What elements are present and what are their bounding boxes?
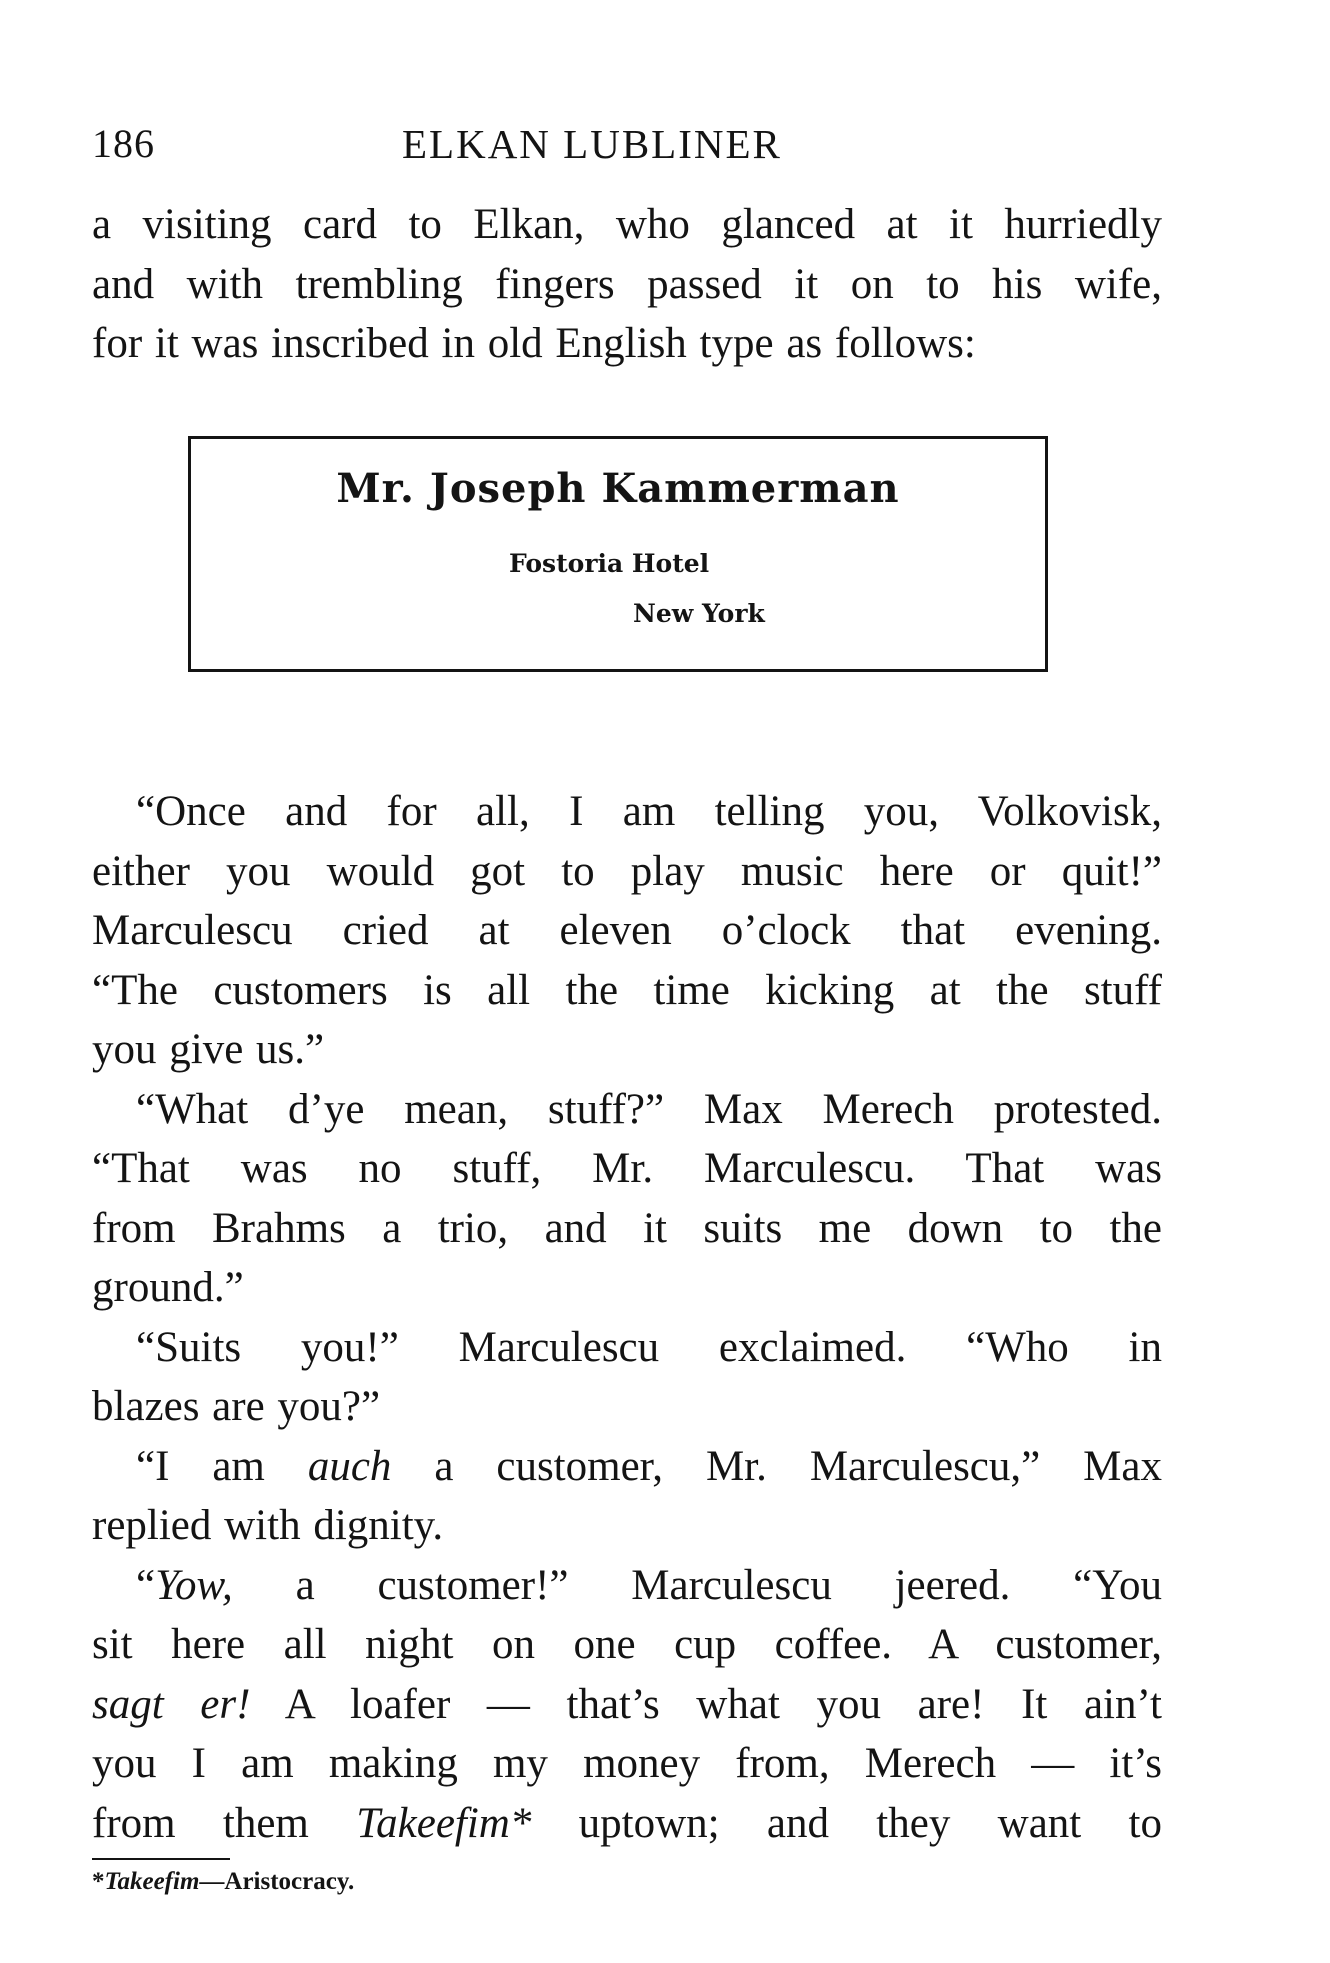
text-line: you I am making my money from, Merech — it’s	[92, 1740, 1162, 1787]
text-run: “	[136, 1561, 156, 1609]
text-run: uptown; and they want to	[531, 1799, 1162, 1847]
card-name: Mr. Joseph Kammerman	[336, 465, 900, 512]
footnote-marker: *	[92, 1868, 105, 1895]
text-line	[92, 1794, 1162, 1854]
text-line	[92, 1675, 1162, 1735]
text-line	[92, 1556, 1162, 1616]
italic-word: auch	[307, 1442, 392, 1490]
text-line: “Suits you!” Marculescu exclaimed. “Who in	[136, 1323, 1162, 1371]
visiting-card	[188, 436, 1048, 672]
text-line: Marculescu cried at eleven o’clock that evening.	[92, 907, 1162, 954]
text-line: “What d’ye mean, stuff?” Max Merech protested.	[136, 1085, 1162, 1133]
text-line: blazes are you?”	[92, 1383, 381, 1430]
text-line	[92, 1437, 1162, 1497]
text-line: from Brahms a trio, and it suits me down to the	[92, 1204, 1162, 1252]
dialogue-text	[92, 782, 1162, 1853]
text-run: A loafer — that’s what you are! It ain’t	[250, 1680, 1162, 1728]
running-title: ELKAN LUBLINER	[402, 121, 782, 167]
page-header	[92, 120, 1162, 180]
text-line: “That was no stuff, Mr. Marculescu. That was	[92, 1145, 1162, 1192]
text-run: from them	[92, 1799, 357, 1847]
footnote-term: Takeefim	[104, 1868, 200, 1895]
text-line: for it was inscribed in old English type as follows:	[92, 320, 976, 367]
text-run: a customer!” Marculescu jeered. “You	[232, 1561, 1162, 1609]
text-run: “I am	[136, 1442, 308, 1490]
italic-word: sagt er!	[92, 1680, 251, 1728]
footnote	[92, 1868, 354, 1896]
text-line: “The customers is all the time kicking at the stuff	[92, 966, 1162, 1014]
text-line: either you would got to play music here or quit!”	[92, 847, 1162, 895]
text-line: sit here all night on one cup coffee. A customer,	[92, 1621, 1162, 1668]
text-line: ground.”	[92, 1264, 244, 1311]
italic-word: Takeefim*	[356, 1799, 532, 1847]
text-line: a visiting card to Elkan, who glanced at it hurriedly	[92, 201, 1162, 248]
text-run: a customer, Mr. Marculescu,” Max	[391, 1442, 1162, 1490]
text-line: and with trembling fingers passed it on to his wife,	[92, 260, 1162, 308]
intro-paragraph	[92, 195, 1162, 374]
card-hotel: Fostoria Hotel	[509, 549, 710, 578]
text-line: replied with dignity.	[92, 1502, 444, 1549]
italic-word: Yow,	[155, 1561, 233, 1609]
text-line: “Once and for all, I am telling you, Volkovisk,	[136, 788, 1162, 835]
footnote-definition: —Aristocracy.	[199, 1868, 355, 1895]
card-city: New York	[633, 599, 765, 628]
page-number: 186	[92, 121, 155, 166]
text-line: you give us.”	[92, 1026, 325, 1073]
footnote-rule	[92, 1858, 230, 1860]
